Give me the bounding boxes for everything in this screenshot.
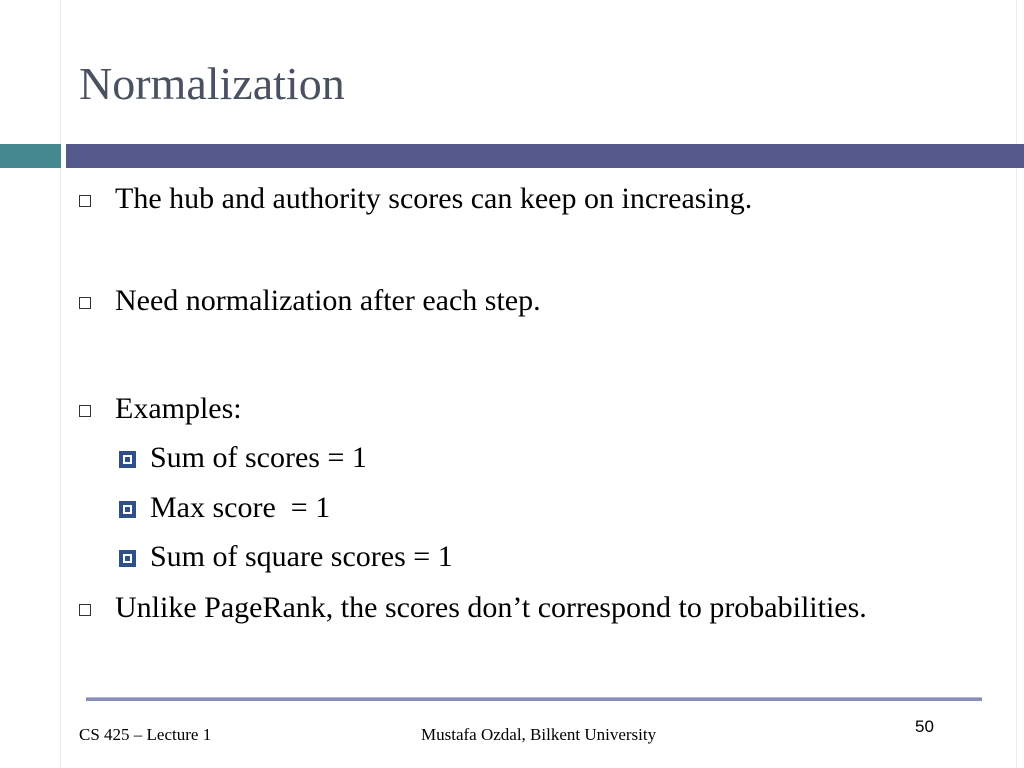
right-guide-line	[1016, 0, 1017, 768]
sub-bullet-text: Sum of square scores = 1	[150, 540, 453, 573]
left-guide-line	[60, 0, 61, 768]
footer-course: CS 425 – Lecture 1	[79, 725, 212, 744]
bullet-text: The hub and authority scores can keep on increasing.	[115, 182, 753, 215]
filled-square-bullet-icon	[119, 451, 136, 468]
sub-bullet-text: Max score = 1	[150, 491, 331, 524]
bullet-text: Need normalization after each step.	[115, 284, 541, 317]
footer-author: Mustafa Ozdal, Bilkent University	[421, 725, 657, 744]
footer-divider	[86, 697, 982, 701]
slide-title: Normalization	[79, 58, 345, 109]
title-bar-accent-teal	[0, 144, 61, 168]
slide-page-number: 50	[915, 717, 934, 736]
sub-bullet-text: Sum of scores = 1	[150, 441, 367, 474]
title-bar-accent-indigo	[66, 144, 1024, 168]
filled-square-bullet-icon	[119, 501, 136, 518]
hollow-square-bullet-icon	[79, 195, 91, 207]
bullet-text: Unlike PageRank, the scores don’t correspond to probabilities.	[115, 591, 867, 624]
filled-square-bullet-icon	[119, 550, 136, 567]
hollow-square-bullet-icon	[79, 405, 91, 417]
hollow-square-bullet-icon	[79, 604, 91, 616]
bullet-text: Examples:	[115, 392, 242, 425]
hollow-square-bullet-icon	[79, 297, 91, 309]
